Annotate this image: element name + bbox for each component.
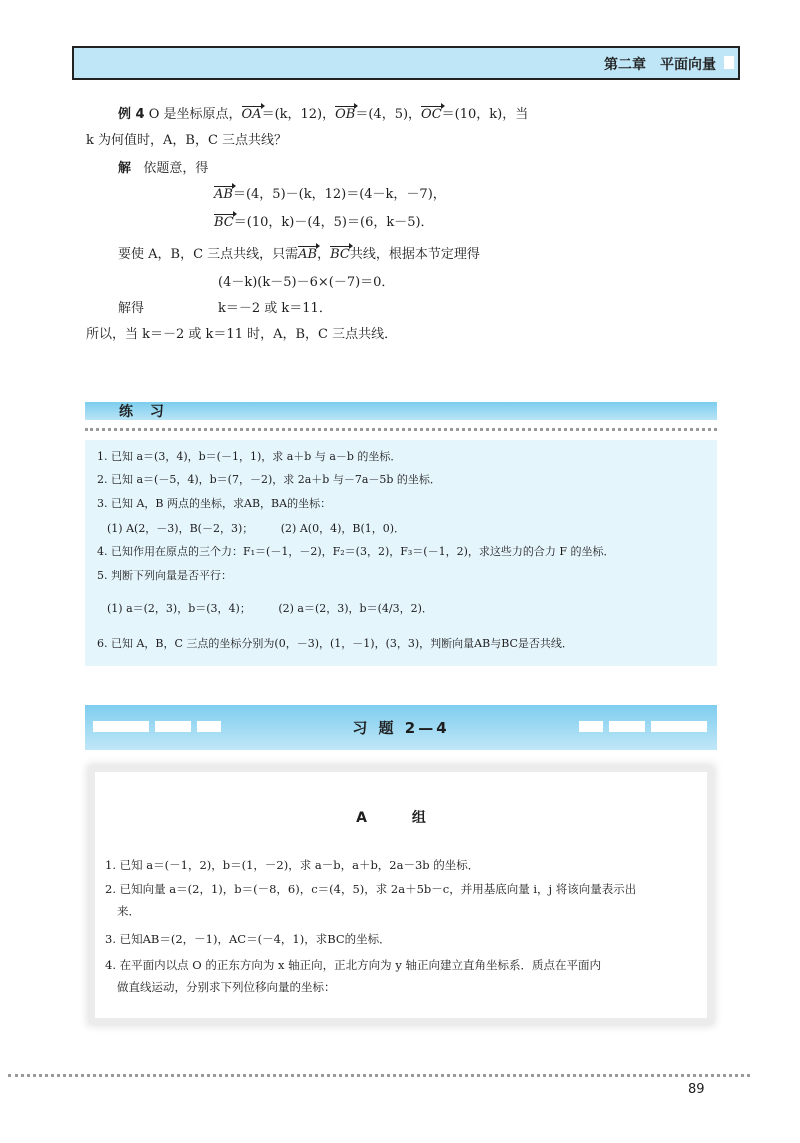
example-text: ＝(k，12)，	[261, 107, 336, 122]
chapter-header	[72, 46, 740, 80]
vector-bc: BC	[214, 215, 234, 230]
condition-text: ，	[317, 247, 331, 262]
group-a-panel	[95, 772, 707, 1018]
solve-label: 解得	[118, 301, 145, 316]
practice-item: 5. 判断下列向量是否平行：	[97, 569, 232, 582]
practice-item: 1. 已知 a＝(3，4)，b＝(－1，1)，求 a＋b 与 a－b 的坐标．	[97, 450, 402, 463]
conclusion: 所以，当 k＝－2 或 k＝11 时，A，B，C 三点共线．	[86, 327, 398, 342]
solution-text: 依题意，得	[143, 161, 209, 176]
chapter-title: 第二章 平面向量	[604, 57, 716, 73]
vector-ob: OB	[335, 107, 356, 122]
equation-collinear: (4－k)(k－5)－6×(－7)＝0．	[218, 275, 395, 290]
exercise-item: 来．	[117, 904, 140, 918]
exercise-item: 3. 已知AB＝(2，－1)，AC＝(－4，1)，求BC的坐标．	[105, 932, 391, 946]
example-line-1	[118, 106, 528, 124]
practice-item: 4. 已知作用在原点的三个力：F₁＝(－1，－2)，F₂＝(3，2)，F₃＝(－1，2)，求这些力的合力 F 的坐标．	[97, 545, 615, 558]
example-line-2: k 为何值时，A，B，C 三点共线？	[86, 133, 288, 148]
practice-item: 2. 已知 a＝(－5，4)，b＝(7，－2)，求 2a＋b 与－7a－5b 的坐标．	[97, 473, 441, 486]
practice-box	[85, 440, 717, 666]
practice-header-bar	[85, 402, 717, 420]
vector-ab: AB	[298, 247, 318, 262]
practice-title: 练 习	[119, 404, 170, 420]
equation-text: ＝(10，k)－(4，5)＝(6，k－5)．	[233, 215, 434, 230]
example-label: 例 4	[118, 107, 145, 122]
condition-text: 要使 A，B，C 三点共线，只需	[118, 247, 299, 262]
exercise-item: 1. 已知 a＝(－1，2)，b＝(1，－2)，求 a－b，a＋b，2a－3b 的坐标．	[105, 858, 480, 872]
vector-ab: AB	[214, 187, 233, 202]
practice-item: 6. 已知 A，B，C 三点的坐标分别为(0，－3)，(1，－1)，(3，3)，判断向量AB与BC是否共线．	[97, 637, 573, 650]
equation-text: ＝(4，5)－(k，12)＝(4－k，－7)，	[232, 187, 446, 202]
vector-oa: OA	[241, 107, 262, 122]
exercise-item: 做直线运动，分别求下列位移向量的坐标：	[117, 980, 336, 994]
example-text: ＝(10，k)，当	[441, 107, 529, 122]
exercise-item: 4. 在平面内以点 O 的正东方向为 x 轴正向，正北方向为 y 轴正向建立直角坐标系．质点在平面内	[105, 958, 601, 972]
dotted-divider	[85, 428, 717, 431]
solve-value: k＝－2 或 k＝11．	[218, 301, 332, 316]
header-tab-decoration	[724, 56, 734, 69]
bottom-dotted-divider	[8, 1074, 750, 1077]
practice-item: (1) a＝(2，3)，b＝(3，4)； (2) a＝(2，3)，b＝(4/3，2)．	[107, 602, 433, 615]
exercises-banner	[85, 705, 717, 750]
equation-ab	[214, 186, 446, 204]
solution-line	[118, 160, 208, 178]
example-text: ＝(4，5)，	[355, 107, 422, 122]
practice-item: 3. 已知 A，B 两点的坐标，求AB，BA的坐标：	[97, 497, 332, 510]
exercises-title: 习 题 2—4	[352, 719, 450, 737]
condition-line	[118, 246, 480, 264]
group-title: A 组	[356, 810, 446, 826]
equation-bc	[214, 214, 434, 232]
page-number: 89	[688, 1082, 705, 1097]
vector-oc: OC	[421, 107, 442, 122]
vector-bc: BC	[330, 247, 350, 262]
condition-text: 共线，根据本节定理得	[349, 247, 480, 262]
solution-label: 解	[118, 161, 132, 176]
exercise-item: 2. 已知向量 a＝(2，1)，b＝(－8，6)，c＝(4，5)，求 2a＋5b－c，并用基底向量 i，j 将该向量表示出	[105, 882, 637, 896]
practice-item: (1) A(2，－3)，B(－2，3)； (2) A(0，4)，B(1，0)．	[107, 522, 406, 535]
example-text: O 是坐标原点，	[148, 107, 242, 122]
